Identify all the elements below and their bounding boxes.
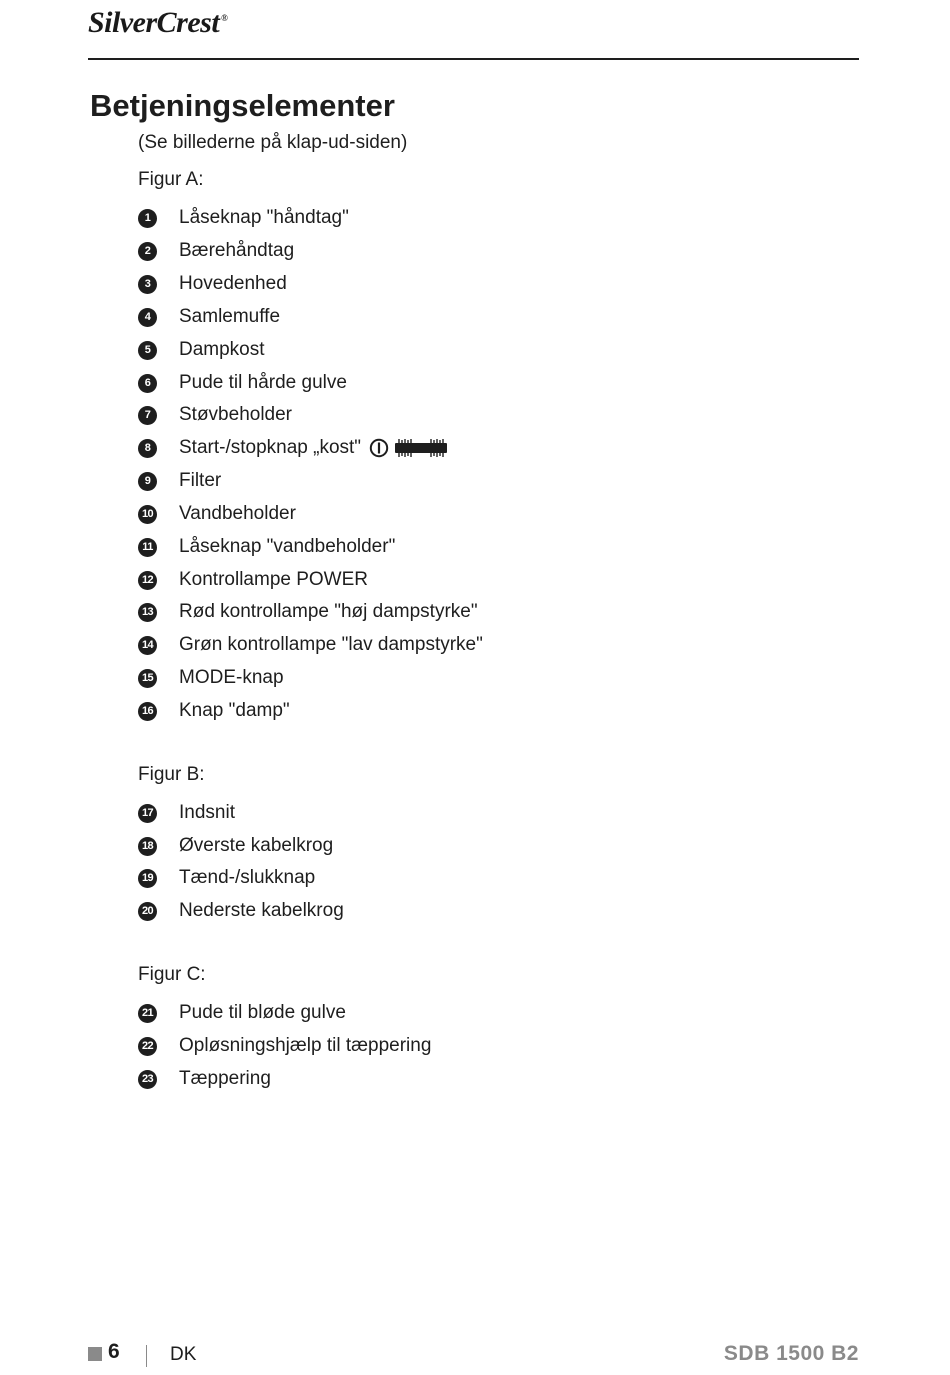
list-item	[138, 304, 280, 330]
item-label: Grøn kontrollampe "lav dampstyrke"	[179, 634, 483, 655]
item-number-badge: 4	[138, 308, 157, 327]
item-label: Hovedenhed	[179, 273, 287, 294]
item-label: Pude til hårde gulve	[179, 372, 347, 393]
item-label: Låseknap "vandbeholder"	[179, 536, 396, 557]
list-item	[138, 468, 221, 494]
item-number-badge: 11	[138, 538, 157, 557]
item-number-badge: 22	[138, 1037, 157, 1056]
list-item	[138, 599, 478, 625]
item-label: Filter	[179, 470, 222, 491]
item-label: Knap "damp"	[179, 700, 290, 721]
page-subtitle: (Se billederne på klap-ud-siden)	[138, 132, 408, 153]
item-label: Rød kontrollampe "høj dampstyrke"	[179, 601, 478, 622]
item-number-badge: 8	[138, 439, 157, 458]
item-label: Støvbeholder	[179, 404, 293, 425]
item-number-badge: 2	[138, 242, 157, 261]
item-label: Pude til bløde gulve	[179, 1002, 346, 1023]
item-number-badge: 5	[138, 341, 157, 360]
list-item	[138, 337, 265, 363]
figure-a-label: Figur A:	[138, 169, 204, 190]
item-label: Øverste kabelkrog	[179, 835, 334, 856]
item-label: Opløsningshjælp til tæppering	[179, 1035, 432, 1056]
figure-b-label: Figur B:	[138, 764, 205, 785]
list-item	[138, 698, 290, 724]
page-title: Betjeningselementer	[90, 88, 395, 123]
item-number-badge: 16	[138, 702, 157, 721]
item-number-badge: 17	[138, 804, 157, 823]
item-number-badge: 12	[138, 571, 157, 590]
item-number-badge: 1	[138, 209, 157, 228]
item-number-badge: 3	[138, 275, 157, 294]
list-item	[138, 567, 368, 593]
list-item	[138, 665, 284, 691]
item-label: MODE-knap	[179, 667, 284, 688]
item-label: Indsnit	[179, 802, 235, 823]
list-item	[138, 435, 449, 461]
footer-square-icon	[88, 1347, 102, 1361]
registered-mark: ®	[221, 13, 228, 23]
list-item	[138, 271, 287, 297]
list-item	[138, 800, 235, 826]
list-item	[138, 898, 344, 924]
list-item	[138, 370, 347, 396]
list-item	[138, 1000, 346, 1026]
list-item	[138, 1033, 431, 1059]
list-item	[138, 632, 483, 658]
item-label: Start-/stopknap „kost"	[179, 437, 362, 458]
figure-c-label: Figur C:	[138, 964, 206, 985]
footer-model: SDB 1500 B2	[723, 1342, 859, 1365]
item-number-badge: 20	[138, 902, 157, 921]
item-number-badge: 10	[138, 505, 157, 524]
item-number-badge: 7	[138, 406, 157, 425]
brand-logo	[88, 6, 227, 40]
brand-name: SilverCrest	[88, 6, 220, 39]
list-item	[138, 402, 292, 428]
list-item	[138, 833, 333, 859]
item-label: Kontrollampe POWER	[179, 569, 369, 590]
item-number-badge: 14	[138, 636, 157, 655]
item-label: Tænd-/slukknap	[179, 867, 316, 888]
list-item	[138, 238, 294, 264]
item-number-badge: 6	[138, 374, 157, 393]
list-item	[138, 205, 349, 231]
item-label: Låseknap "håndtag"	[179, 207, 349, 228]
item-label: Tæppering	[179, 1068, 271, 1089]
item-label: Nederste kabelkrog	[179, 900, 344, 921]
item-number-badge: 21	[138, 1004, 157, 1023]
item-label: Bærehåndtag	[179, 240, 295, 261]
page-number: 6	[108, 1340, 120, 1363]
item-number-badge: 19	[138, 869, 157, 888]
brush-icon	[393, 438, 449, 458]
header-rule	[88, 58, 859, 60]
item-label: Dampkost	[179, 339, 265, 360]
list-item	[138, 1066, 271, 1092]
item-label: Samlemuffe	[179, 306, 281, 327]
item-number-badge: 18	[138, 837, 157, 856]
item-number-badge: 9	[138, 472, 157, 491]
item-number-badge: 15	[138, 669, 157, 688]
list-item	[138, 534, 395, 560]
list-item	[138, 865, 315, 891]
item-number-badge: 23	[138, 1070, 157, 1089]
list-item	[138, 501, 296, 527]
item-number-badge: 13	[138, 603, 157, 622]
footer-language: DK	[170, 1344, 197, 1365]
item-label: Vandbeholder	[179, 503, 296, 524]
power-icon	[369, 438, 389, 458]
footer-divider	[146, 1345, 147, 1367]
